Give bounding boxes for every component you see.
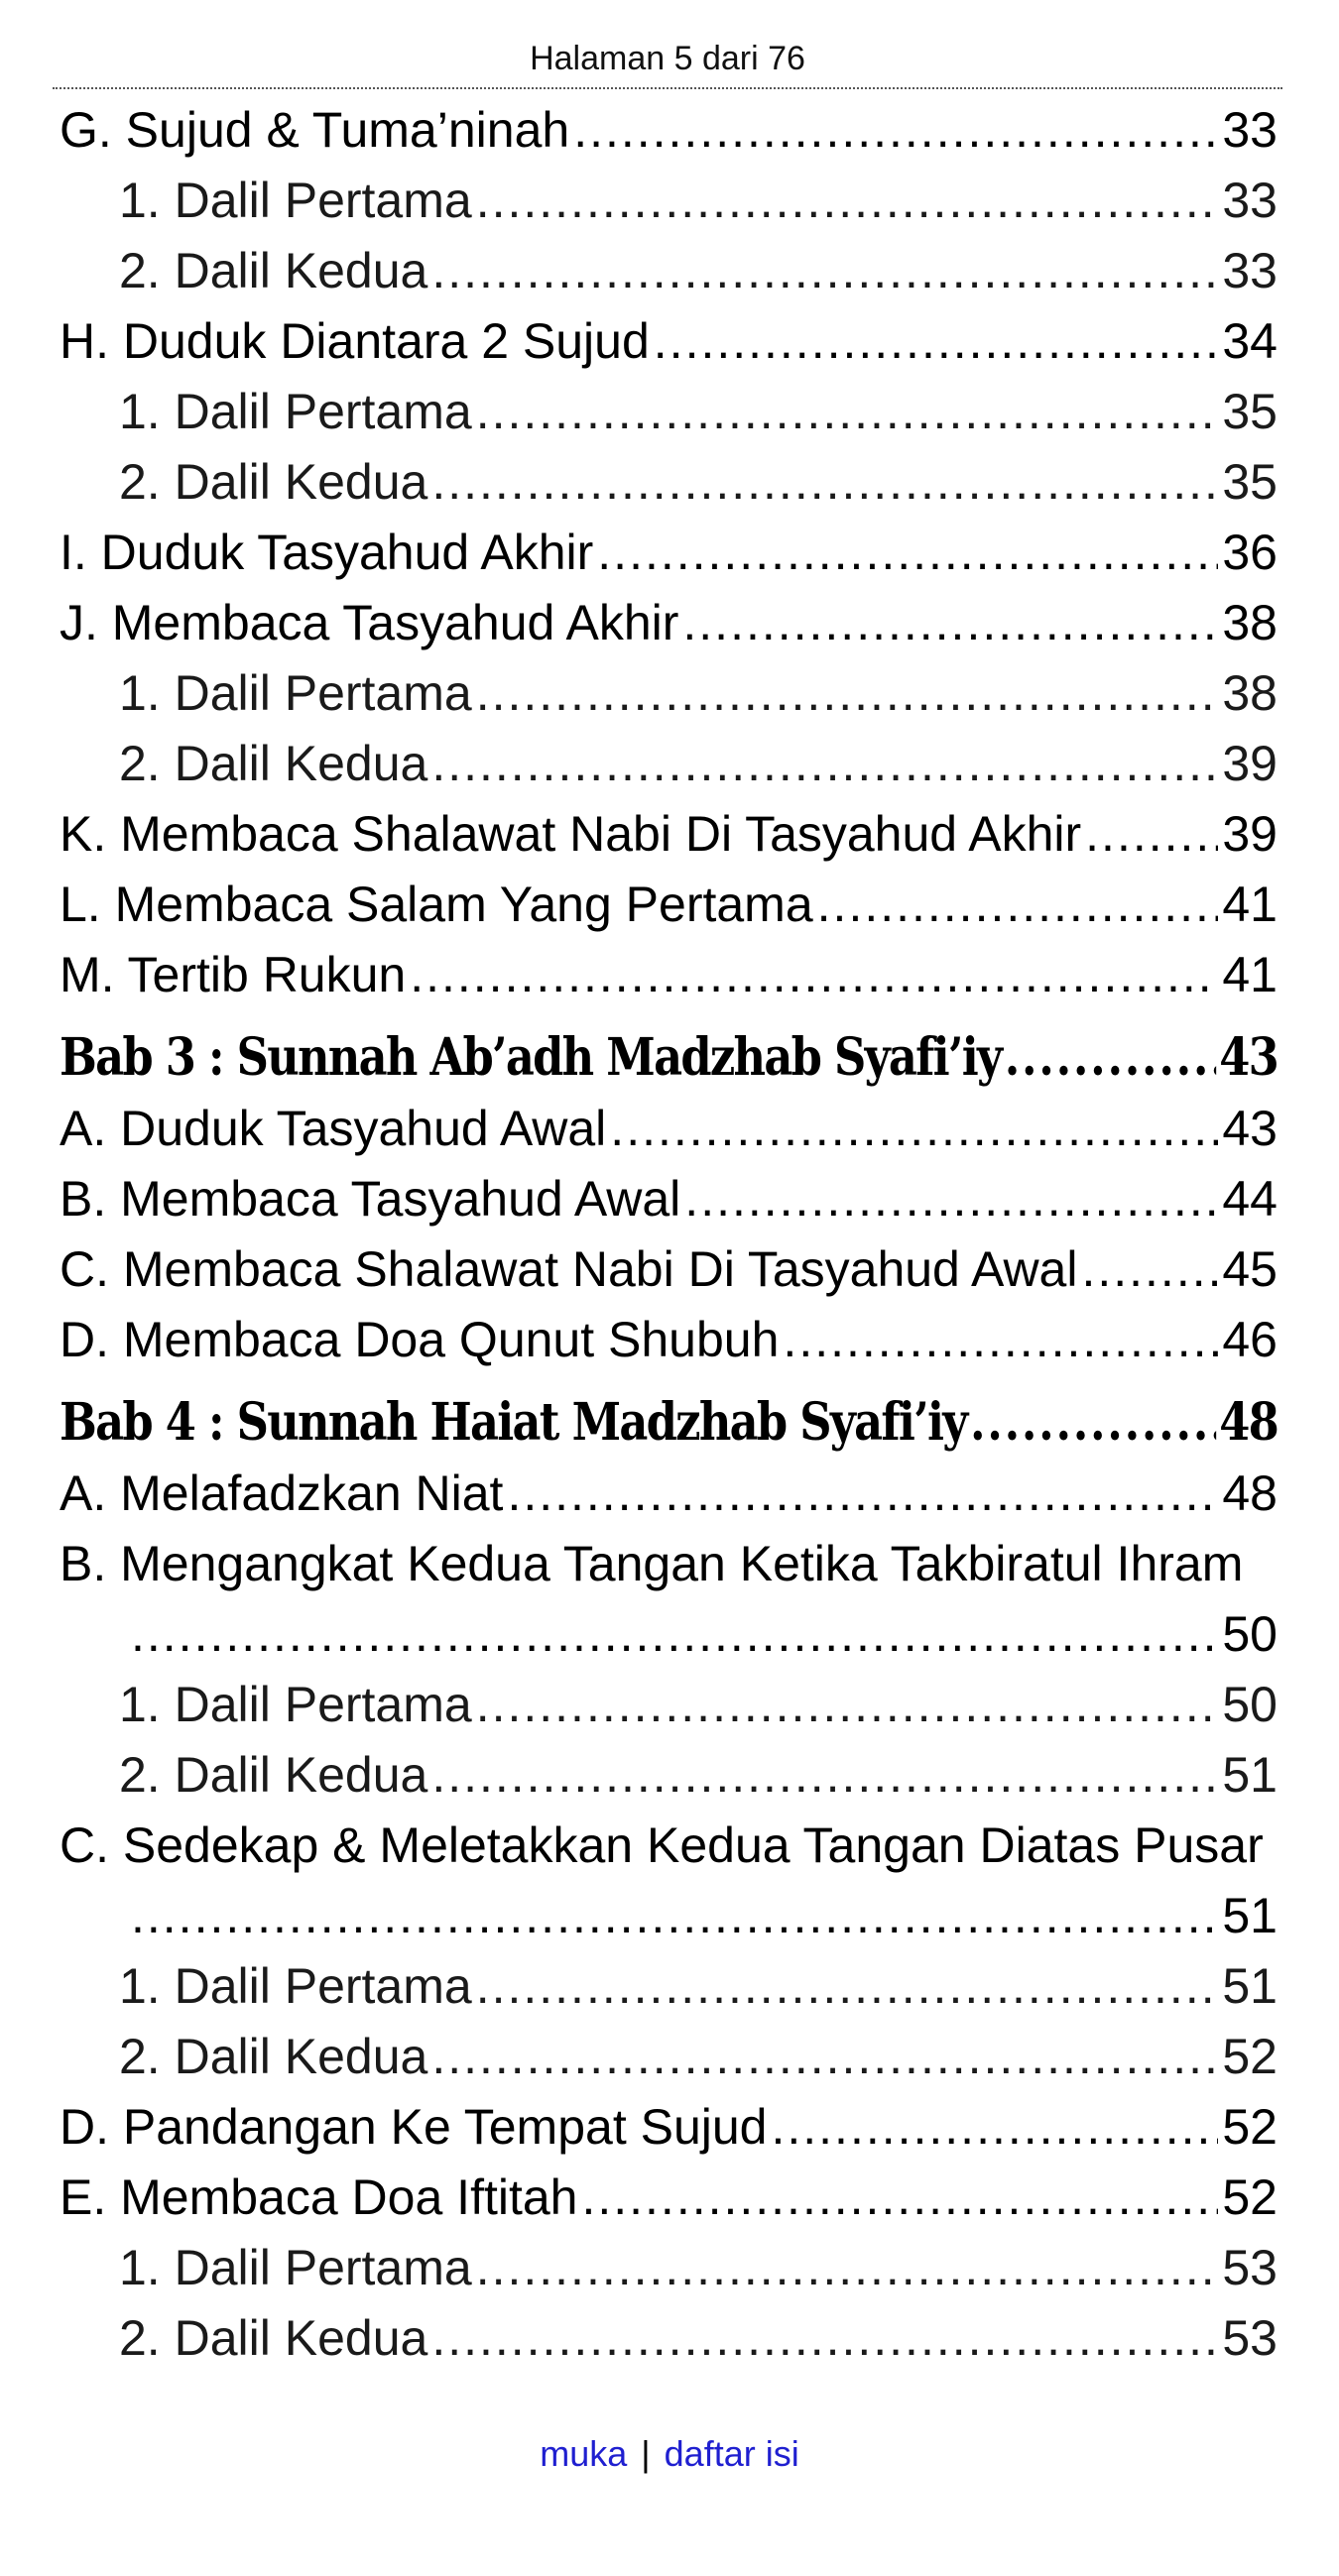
toc-entry[interactable] bbox=[60, 1094, 1278, 1164]
toc-entry[interactable] bbox=[119, 729, 1278, 799]
toc-entry[interactable] bbox=[119, 1740, 1278, 1811]
toc-entry-page: 48 bbox=[1219, 1392, 1278, 1453]
toc-entry-page: 52 bbox=[1222, 2099, 1278, 2155]
toc-entry-title: Bab 4 : Sunnah Haiat Madzhab Syafi’iy bbox=[60, 1392, 967, 1453]
toc-entry-title: L. Membaca Salam Yang Pertama bbox=[60, 877, 813, 932]
dot-leader bbox=[654, 306, 1219, 377]
toc-entry-page: 52 bbox=[1222, 2169, 1278, 2225]
toc-entry-page: 44 bbox=[1222, 1171, 1278, 1227]
toc-entry-title: 1. Dalil Pertama bbox=[119, 665, 472, 721]
dot-leader bbox=[476, 658, 1219, 729]
toc-entry-page: 43 bbox=[1219, 1027, 1278, 1088]
dot-leader bbox=[431, 1740, 1218, 1811]
toc-entry-title: 2. Dalil Kedua bbox=[119, 243, 428, 298]
dot-leader bbox=[970, 1387, 1216, 1459]
toc-entry-title: C. Membaca Shalawat Nabi Di Tasyahud Awal bbox=[60, 1241, 1078, 1297]
dot-leader bbox=[131, 1599, 1218, 1670]
dot-leader bbox=[131, 1881, 1218, 1951]
dot-leader bbox=[581, 2163, 1218, 2233]
toc-entry-title: 2. Dalil Kedua bbox=[119, 1747, 428, 1803]
dot-leader bbox=[431, 447, 1218, 518]
toc-entry-title: A. Duduk Tasyahud Awal bbox=[60, 1101, 607, 1156]
page-number-header: Halaman 5 dari 76 bbox=[530, 40, 805, 77]
toc-entry-page: 35 bbox=[1222, 454, 1278, 510]
toc-entry-title: 1. Dalil Pertama bbox=[119, 1958, 472, 2014]
dot-leader bbox=[817, 870, 1219, 940]
toc-entry-page: 35 bbox=[1222, 384, 1278, 439]
header-divider bbox=[53, 87, 1282, 89]
toc-entry-title: B. Mengangkat Kedua Tangan Ketika Takbiratul Ihram bbox=[60, 1536, 1244, 1591]
toc-entry-title: M. Tertib Rukun bbox=[60, 947, 407, 1002]
toc-entry[interactable] bbox=[60, 588, 1278, 658]
dot-leader bbox=[431, 2022, 1218, 2092]
toc-entry[interactable] bbox=[60, 1305, 1278, 1375]
toc-entry-title: 1. Dalil Pertama bbox=[119, 2240, 472, 2295]
toc-entry-title: Bab 3 : Sunnah Ab’adh Madzhab Syafi’iy bbox=[60, 1027, 1002, 1088]
toc-entry[interactable] bbox=[119, 2233, 1278, 2303]
footer-separator: | bbox=[641, 2433, 651, 2474]
toc-entry-page: 43 bbox=[1222, 1101, 1278, 1156]
toc-entry-page: 52 bbox=[1222, 2029, 1278, 2084]
dot-leader bbox=[476, 166, 1219, 236]
dot-leader bbox=[1081, 1234, 1218, 1305]
toc-entry[interactable] bbox=[60, 95, 1278, 166]
toc-entry-title: 2. Dalil Kedua bbox=[119, 736, 428, 791]
toc-entry[interactable] bbox=[60, 2092, 1278, 2163]
dot-leader bbox=[1085, 799, 1218, 870]
toc-entry-title: I. Duduk Tasyahud Akhir bbox=[60, 525, 594, 580]
toc-entry-page: 46 bbox=[1222, 1312, 1278, 1367]
toc-entry-title: B. Membaca Tasyahud Awal bbox=[60, 1171, 681, 1227]
toc-entry-page: 50 bbox=[1222, 1606, 1278, 1662]
toc-entry-title: C. Sedekap & Meletakkan Kedua Tangan Diatas Pusar bbox=[60, 1817, 1264, 1873]
toc-entry[interactable] bbox=[60, 2163, 1278, 2233]
toc-entry-page: 51 bbox=[1222, 1747, 1278, 1803]
toc-entry[interactable] bbox=[60, 518, 1278, 588]
toc-entry-page: 38 bbox=[1222, 665, 1278, 721]
toc-entry-title: 2. Dalil Kedua bbox=[119, 2029, 428, 2084]
toc-entry-page: 33 bbox=[1222, 102, 1278, 158]
toc-entry[interactable] bbox=[119, 2303, 1278, 2374]
toc-entry-title: J. Membaca Tasyahud Akhir bbox=[60, 595, 679, 650]
dot-leader bbox=[431, 236, 1218, 306]
toc-entry[interactable] bbox=[60, 799, 1278, 870]
toc-entry[interactable] bbox=[119, 236, 1278, 306]
toc-entry-page: 53 bbox=[1222, 2240, 1278, 2295]
toc-entry-page: 53 bbox=[1222, 2310, 1278, 2366]
toc-entry[interactable] bbox=[60, 1387, 1278, 1459]
dot-leader bbox=[476, 2233, 1219, 2303]
toc-entry-page: 33 bbox=[1222, 173, 1278, 228]
dot-leader bbox=[682, 588, 1218, 658]
toc-entry-title: 1. Dalil Pertama bbox=[119, 384, 472, 439]
dot-leader bbox=[1005, 1022, 1216, 1094]
dot-leader bbox=[476, 1951, 1219, 2022]
dot-leader bbox=[410, 940, 1218, 1010]
dot-leader bbox=[476, 1670, 1219, 1740]
toc-entry[interactable] bbox=[60, 940, 1278, 1010]
toc-entry-page: 38 bbox=[1222, 595, 1278, 650]
dot-leader bbox=[476, 377, 1219, 447]
toc-entry[interactable] bbox=[60, 1459, 1278, 1529]
dot-leader bbox=[573, 95, 1218, 166]
toc-entry-page: 36 bbox=[1222, 525, 1278, 580]
toc-entry[interactable] bbox=[60, 1234, 1278, 1305]
toc-entry-page: 48 bbox=[1222, 1465, 1278, 1521]
toc-entry[interactable] bbox=[119, 166, 1278, 236]
link-daftar-isi[interactable]: daftar isi bbox=[664, 2433, 799, 2474]
dot-leader bbox=[771, 2092, 1218, 2163]
toc-entry-title: E. Membaca Doa Iftitah bbox=[60, 2169, 578, 2225]
toc-entry[interactable] bbox=[119, 1670, 1278, 1740]
toc-entry[interactable] bbox=[119, 377, 1278, 447]
dot-leader bbox=[431, 2303, 1218, 2374]
toc-entry-page: 41 bbox=[1222, 877, 1278, 932]
toc-entry[interactable] bbox=[60, 1164, 1278, 1234]
dot-leader bbox=[610, 1094, 1218, 1164]
dot-leader bbox=[507, 1459, 1218, 1529]
toc-entry-title: H. Duduk Diantara 2 Sujud bbox=[60, 313, 650, 369]
toc-entry-page: 39 bbox=[1222, 806, 1278, 862]
table-of-contents bbox=[0, 95, 1339, 2374]
toc-entry-page: 33 bbox=[1222, 243, 1278, 298]
toc-entry[interactable] bbox=[60, 1529, 1278, 1599]
toc-entry-title: 1. Dalil Pertama bbox=[119, 173, 472, 228]
footer-nav bbox=[0, 2429, 1339, 2479]
dot-leader bbox=[597, 518, 1218, 588]
toc-entry[interactable] bbox=[119, 447, 1278, 518]
toc-entry-page: 39 bbox=[1222, 736, 1278, 791]
toc-entry-page: 51 bbox=[1222, 1958, 1278, 2014]
toc-entry-page: 51 bbox=[1222, 1888, 1278, 1943]
toc-entry[interactable] bbox=[60, 306, 1278, 377]
dot-leader bbox=[684, 1164, 1218, 1234]
toc-entry-page: 41 bbox=[1222, 947, 1278, 1002]
toc-entry-title: 1. Dalil Pertama bbox=[119, 1677, 472, 1732]
toc-entry-page: 45 bbox=[1222, 1241, 1278, 1297]
dot-leader bbox=[431, 729, 1218, 799]
toc-entry[interactable] bbox=[119, 1951, 1278, 2022]
toc-entry[interactable] bbox=[60, 1811, 1278, 1881]
toc-entry-title: K. Membaca Shalawat Nabi Di Tasyahud Akhir bbox=[60, 806, 1082, 862]
toc-entry-title: 2. Dalil Kedua bbox=[119, 2310, 428, 2366]
toc-entry[interactable] bbox=[127, 1881, 1278, 1951]
toc-entry[interactable] bbox=[60, 1022, 1278, 1094]
toc-entry-title: D. Membaca Doa Qunut Shubuh bbox=[60, 1312, 780, 1367]
dot-leader bbox=[783, 1305, 1218, 1375]
toc-entry-title: G. Sujud & Tuma’ninah bbox=[60, 102, 570, 158]
toc-entry-title: 2. Dalil Kedua bbox=[119, 454, 428, 510]
toc-entry-title: D. Pandangan Ke Tempat Sujud bbox=[60, 2099, 768, 2155]
toc-entry[interactable] bbox=[119, 2022, 1278, 2092]
toc-entry-page: 34 bbox=[1222, 313, 1278, 369]
toc-entry[interactable] bbox=[127, 1599, 1278, 1670]
link-muka[interactable]: muka bbox=[540, 2433, 628, 2474]
toc-entry[interactable] bbox=[119, 658, 1278, 729]
toc-entry-title: A. Melafadzkan Niat bbox=[60, 1465, 504, 1521]
toc-entry-page: 50 bbox=[1222, 1677, 1278, 1732]
toc-entry[interactable] bbox=[60, 870, 1278, 940]
